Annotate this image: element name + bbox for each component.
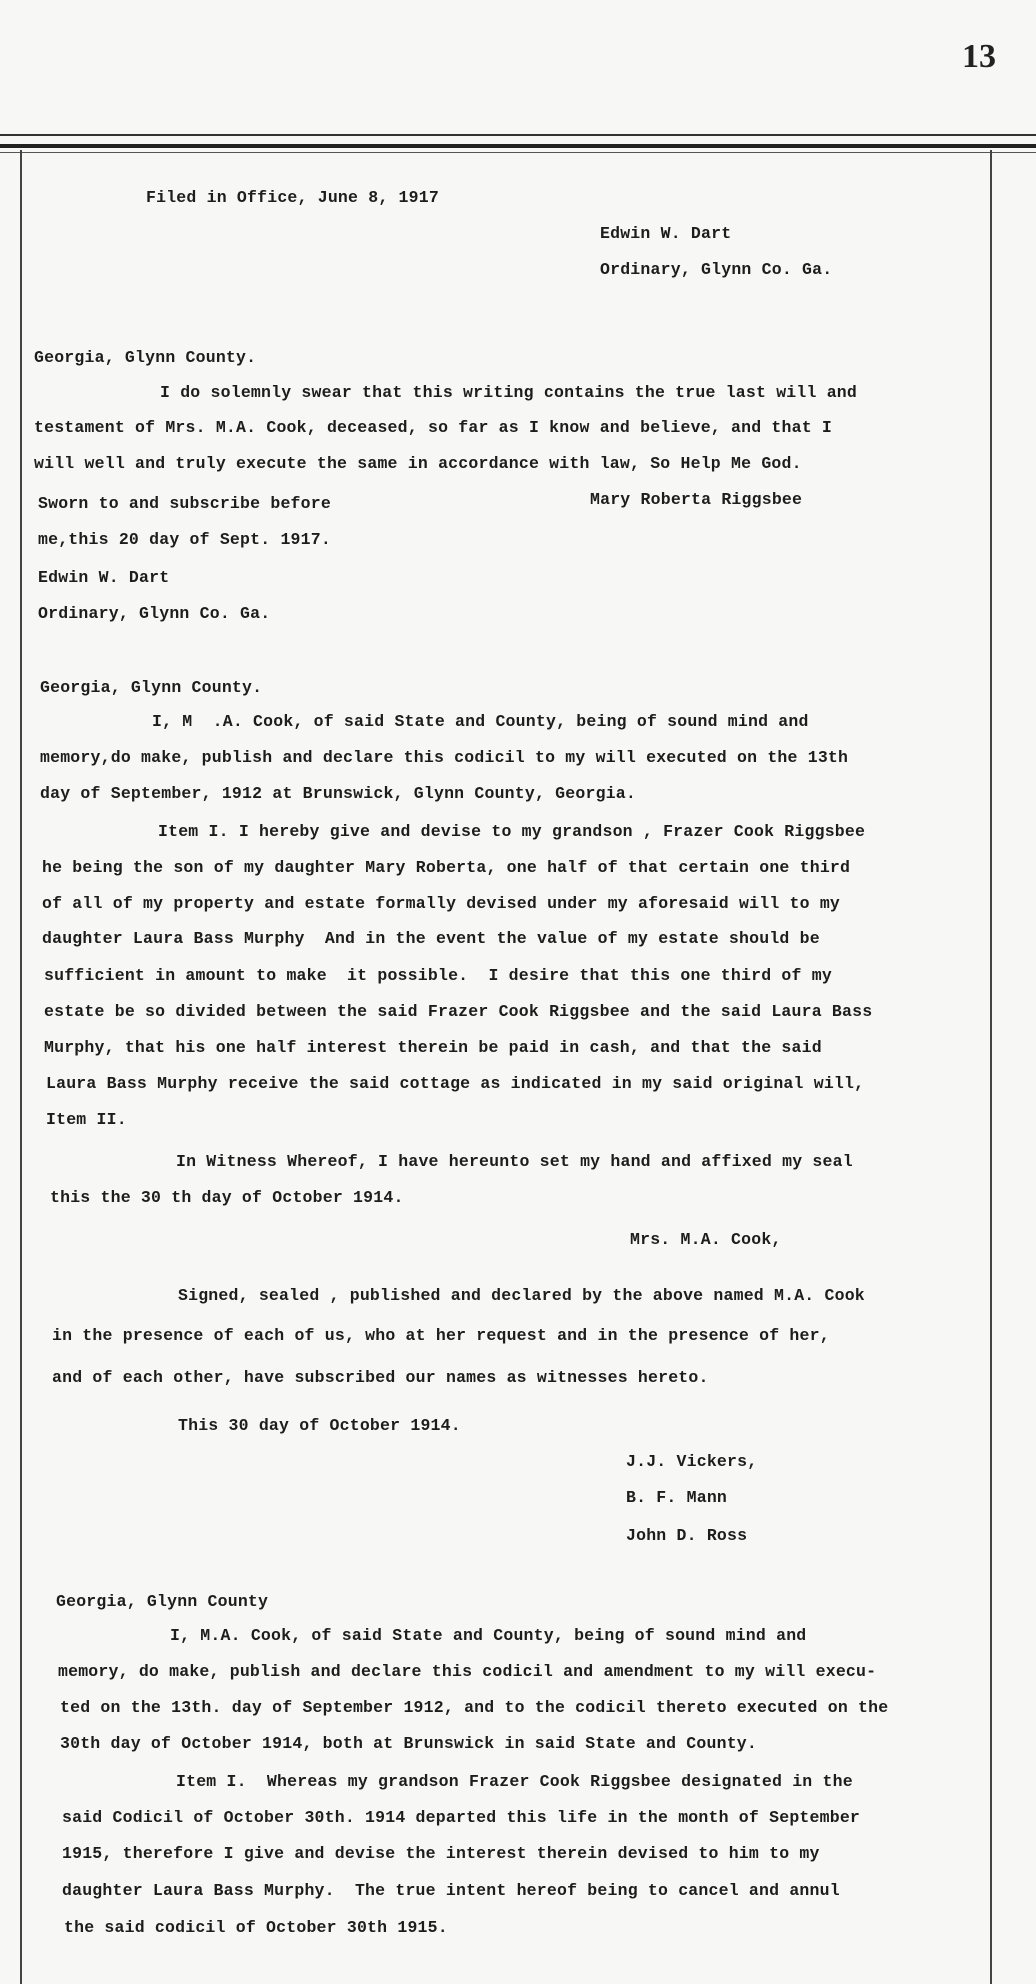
text-line: 30th day of October 1914, both at Brunswick in said State and County. [60, 1734, 758, 1753]
text-line: In Witness Whereof, I have hereunto set my hand and affixed my seal [176, 1152, 853, 1171]
text-line: daughter Laura Bass Murphy And in the event the value of my estate should be [42, 929, 820, 948]
text-line: sufficient in amount to make it possible. I desire that this one third of my [44, 966, 832, 985]
text-line: day of September, 1912 at Brunswick, Glynn County, Georgia. [40, 784, 636, 803]
text-line: John D. Ross [626, 1526, 748, 1545]
text-line: Mrs. M.A. Cook, [630, 1230, 782, 1249]
text-line: he being the son of my daughter Mary Roberta, one half of that certain one third [42, 858, 851, 877]
left-margin-rule [20, 150, 22, 1984]
text-line: Item I. I hereby give and devise to my grandson , Frazer Cook Riggsbee [158, 822, 866, 841]
top-rule-thin [0, 152, 1036, 153]
text-line: J.J. Vickers, [626, 1452, 758, 1471]
text-line: will well and truly execute the same in accordance with law, So Help Me God. [34, 454, 802, 473]
text-line: I, M .A. Cook, of said State and County, being of sound mind and [152, 712, 809, 731]
page-number: 13 [962, 38, 996, 75]
text-line: B. F. Mann [626, 1488, 728, 1507]
text-line: in the presence of each of us, who at her request and in the presence of her, [52, 1326, 830, 1345]
text-line: Edwin W. Dart [600, 224, 732, 243]
text-line: Signed, sealed , published and declared by the above named M.A. Cook [178, 1286, 865, 1305]
text-line: the said codicil of October 30th 1915. [64, 1918, 448, 1937]
text-line: Georgia, Glynn County. [40, 678, 263, 697]
text-line: this the 30 th day of October 1914. [50, 1188, 404, 1207]
right-margin-rule [990, 150, 992, 1984]
text-line: Murphy, that his one half interest therein be paid in cash, and that the said [44, 1038, 822, 1057]
top-rule [0, 134, 1036, 136]
text-line: testament of Mrs. M.A. Cook, deceased, so far as I know and believe, and that I [34, 418, 833, 437]
text-line: Filed in Office, June 8, 1917 [146, 188, 439, 207]
text-line: and of each other, have subscribed our names as witnesses hereto. [52, 1368, 709, 1387]
text-line: Georgia, Glynn County [56, 1592, 269, 1611]
text-line: 1915, therefore I give and devise the interest therein devised to him to my [62, 1844, 820, 1863]
text-line: Ordinary, Glynn Co. Ga. [600, 260, 833, 279]
text-line: memory,do make, publish and declare this codicil to my will executed on the 13th [40, 748, 849, 767]
text-line: me,this 20 day of Sept. 1917. [38, 530, 331, 549]
text-line: daughter Laura Bass Murphy. The true intent hereof being to cancel and annul [62, 1881, 840, 1900]
text-line: I, M.A. Cook, of said State and County, being of sound mind and [170, 1626, 807, 1645]
text-line: Edwin W. Dart [38, 568, 170, 587]
text-line: Mary Roberta Riggsbee [590, 490, 803, 509]
text-line: estate be so divided between the said Frazer Cook Riggsbee and the said Laura Bass [44, 1002, 873, 1021]
text-line: Sworn to and subscribe before [38, 494, 331, 513]
text-line: I do solemnly swear that this writing contains the true last will and [160, 383, 858, 402]
text-line: ted on the 13th. day of September 1912, and to the codicil thereto executed on the [60, 1698, 889, 1717]
top-rule-thick [0, 144, 1036, 148]
text-line: Laura Bass Murphy receive the said cottage as indicated in my said original will, [46, 1074, 865, 1093]
text-line: This 30 day of October 1914. [178, 1416, 461, 1435]
text-line: Georgia, Glynn County. [34, 348, 257, 367]
text-line: memory, do make, publish and declare this codicil and amendment to my will execu- [58, 1662, 877, 1681]
text-line: Item I. Whereas my grandson Frazer Cook Riggsbee designated in the [176, 1772, 853, 1791]
text-line: of all of my property and estate formally devised under my aforesaid will to my [42, 894, 841, 913]
text-line: Item II. [46, 1110, 127, 1129]
text-line: Ordinary, Glynn Co. Ga. [38, 604, 271, 623]
text-line: said Codicil of October 30th. 1914 departed this life in the month of September [62, 1808, 861, 1827]
